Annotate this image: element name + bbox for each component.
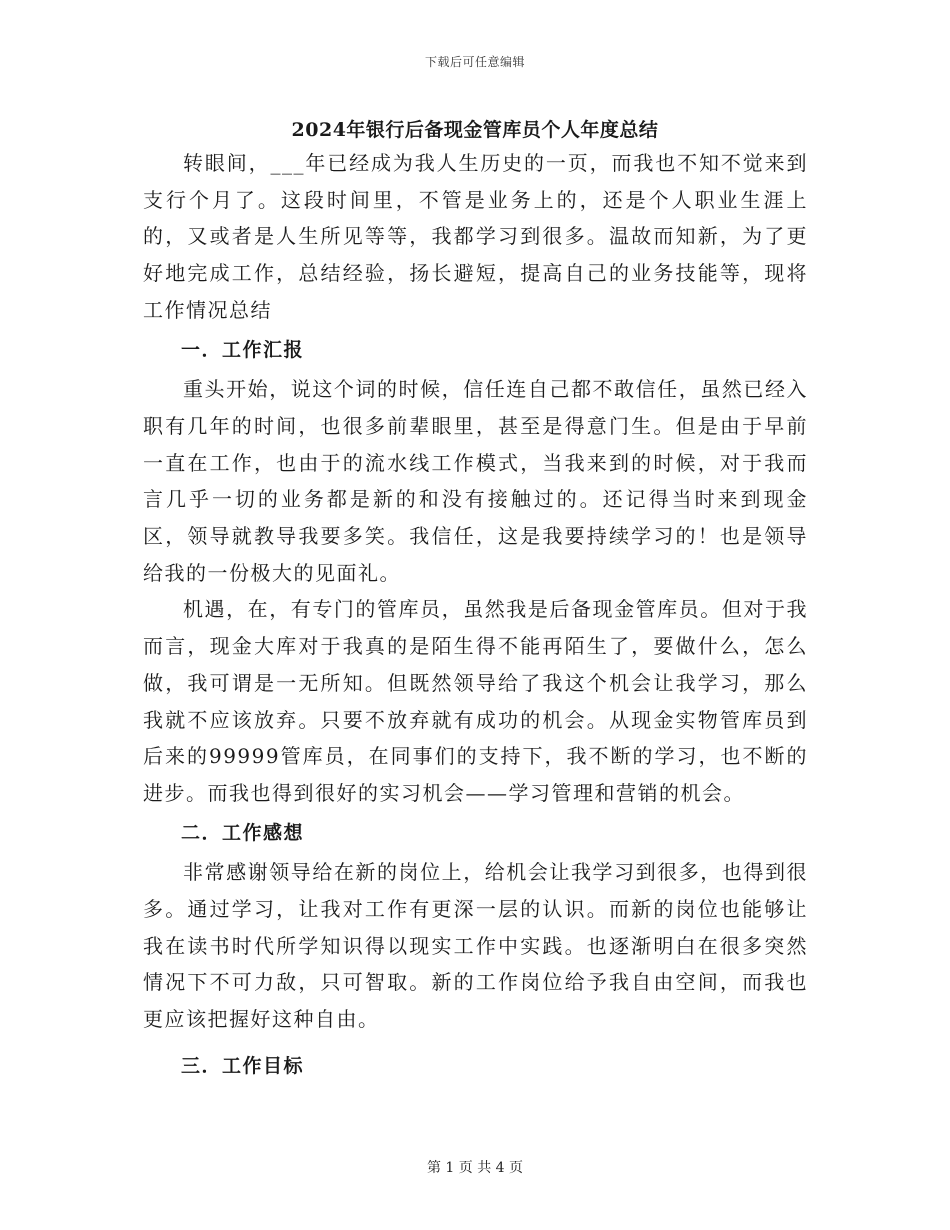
header-note: 下载后可任意编辑 xyxy=(424,55,525,69)
section-paragraph: 机遇，在，有专门的管库员，虽然我是后备现金管库员。但对于我而言，现金大库对于我真的是陌生得不能再陌生了，要做什么，怎么做，我可谓是一无所知。但既然领导给了我这个机会让我学习，那么我就不应该放弃。只要不放弃就有成功的机会。从现金实物管库员到后来的99999管库员，在同事们的支持下，我不断的学习，也不断的进步。而我也得到很好的实习机会——学习管理和营销的机会。 xyxy=(143,597,808,805)
section-heading-work-report: 一．工作汇报 xyxy=(181,338,305,361)
page-number-footer: 第 1 页 共 4 页 xyxy=(426,1160,524,1176)
section-paragraph: 非常感谢领导给在新的岗位上，给机会让我学习到很多，也得到很多。通过学习，让我对工作有更深一层的认识。而新的岗位也能够让我在读书时代所学知识得以现实工作中实践。也逐渐明白在很多突然情况下不可力敌，只可智取。新的工作岗位给予我自由空间，而我也更应该把握好这种自由。 xyxy=(143,860,808,1032)
section-paragraph: 重头开始，说这个词的时候，信任连自己都不敢信任，虽然已经入职有几年的时间，也很多前辈眼里，甚至是得意门生。但是由于早前一直在工作，也由于的流水线工作模式，当我来到的时候，对于我而言几乎一切的业务都是新的和没有接触过的。还记得当时来到现金区，领导就教导我要多笑。我信任，这是我要持续学习的！也是领导给我的一份极大的见面礼。 xyxy=(143,377,808,585)
section-heading-work-goals: 三．工作目标 xyxy=(181,1054,305,1077)
document-body xyxy=(143,145,808,1088)
document-title: 2024年银行后备现金管库员个人年度总结 xyxy=(291,119,659,141)
section-heading-work-thoughts: 二．工作感想 xyxy=(181,821,305,844)
intro-paragraph: 转眼间，___年已经成为我人生历史的一页，而我也不知不觉来到支行个月了。这段时间里，不管是业务上的，还是个人职业生涯上的，又或者是人生所见等等，我都学习到很多。温故而知新，为了更好地完成工作，总结经验，扬长避短，提高自己的业务技能等，现将工作情况总结 xyxy=(143,151,808,322)
